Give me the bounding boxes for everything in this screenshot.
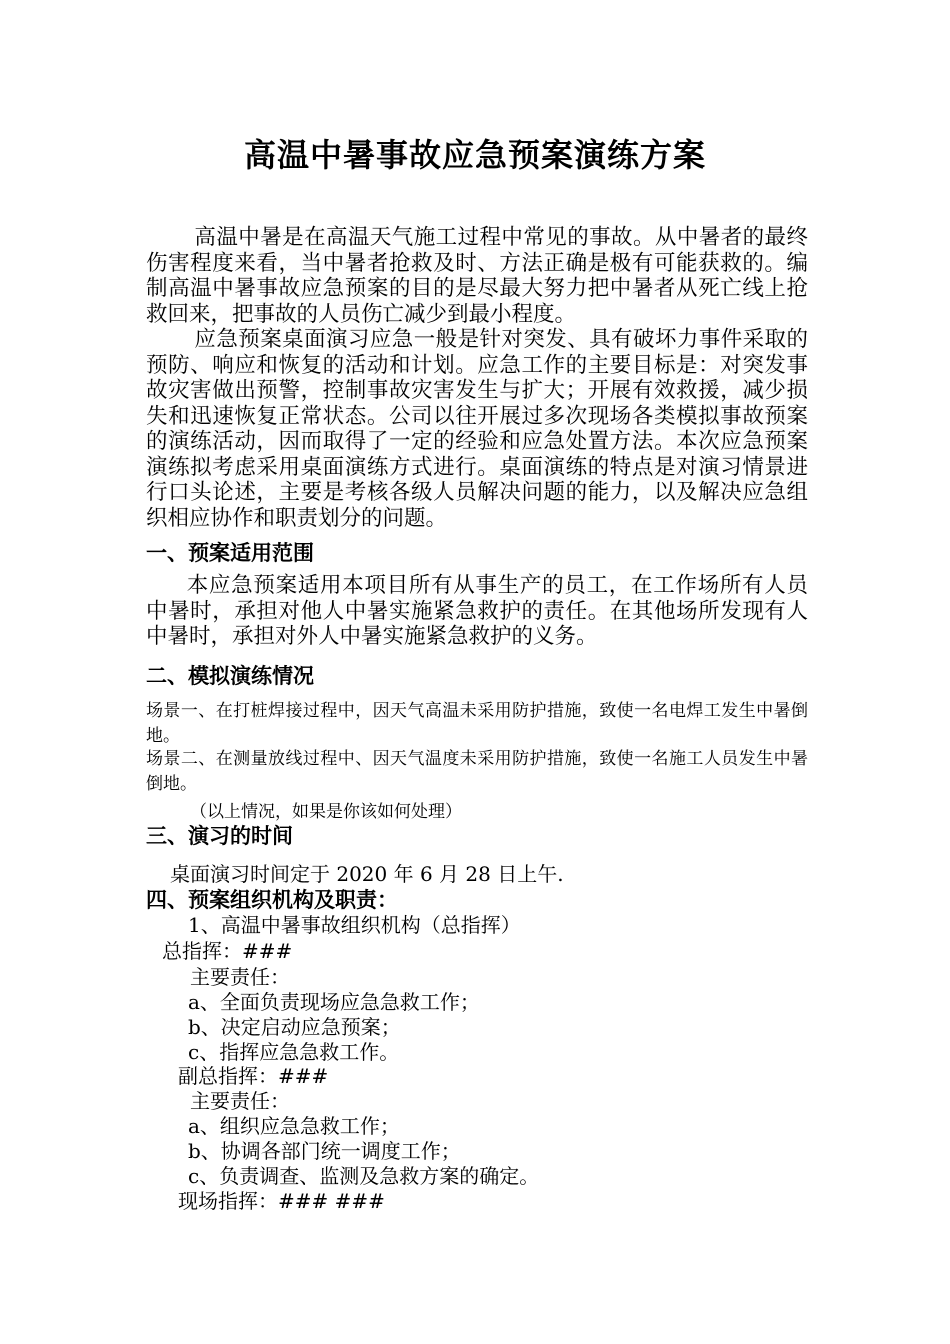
section1-heading: 一、预案适用范围	[146, 541, 314, 565]
section2-heading: 二、模拟演练情况	[146, 664, 314, 688]
intro-text-1: 高温中暑是在高温天气施工过程中常见的事故。从中暑者的最终伤害程度来看，当中暑者抢救及时、方法正确是极有可能获救的。编制高温中暑事故应急预案的目的是尽最大努力把中暑者从死亡线上抢救回来，把事故的人员伤亡减少到最小程度。	[146, 225, 808, 327]
section3-heading: 三、演习的时间	[146, 824, 293, 848]
intro-text-2: 应急预案桌面演习应急一般是针对突发、具有破坏力事件采取的预防、响应和恢复的活动和计划。应急工作的主要目标是：对突发事故灾害做出预警，控制事故灾害发生与扩大；开展有效救援，减少损失和迅速恢复正常状态。公司以往开展过多次现场各类模拟事故预案的演练活动，因而取得了一定的经验和应急处置方法。本次应急预案演练拟考虑采用桌面演练方式进行。桌面演练的特点是对演习情景进行口头论述，主要是考核各级人员解决问题的能力，以及解决应急组织相应协作和职责划分的问题。	[146, 327, 808, 531]
section1-paragraph	[146, 573, 808, 650]
org-structure-subheading: 1、高温中暑事故组织机构（总指挥）	[188, 913, 521, 937]
scene1-paragraph	[146, 699, 808, 749]
duty-2-c: c、负责调查、监测及急救方案的确定。	[188, 1164, 540, 1188]
duty-2-a: a、组织应急急救工作；	[188, 1114, 400, 1138]
duty-2-b: b、协调各部门统一调度工作；	[188, 1139, 461, 1163]
section4-heading: 四、预案组织机构及职责：	[146, 888, 398, 912]
site-commander-line: 现场指挥：### ###	[178, 1189, 385, 1213]
deputy-commander-line: 副总指挥：###	[178, 1064, 329, 1088]
scene2-paragraph	[146, 747, 808, 797]
duty-1-b: b、决定启动应急预案；	[188, 1015, 401, 1039]
scene-note: （以上情况，如果是你该如何处理）	[190, 802, 462, 822]
duty-1-a: a、全面负责现场应急急救工作；	[188, 990, 480, 1014]
scene2-text: 场景二、在测量放线过程中、因天气温度未采用防护措施，致使一名施工人员发生中暑倒地。	[146, 749, 808, 794]
duty-1-c: c、指挥应急急救工作。	[188, 1040, 400, 1064]
scene1-text: 场景一、在打桩焊接过程中，因天气高温未采用防护措施，致使一名电焊工发生中暑倒地。	[146, 701, 808, 746]
section3-text: 桌面演习时间定于 2020 年 6 月 28 日上午.	[170, 862, 564, 886]
commander-line: 总指挥：###	[162, 939, 293, 963]
intro-paragraph-1	[146, 225, 808, 327]
document-title: 高温中暑事故应急预案演练方案	[243, 136, 706, 174]
intro-paragraph-2	[146, 327, 808, 531]
section1-text: 本应急预案适用本项目所有从事生产的员工，在工作场所有人员中暑时，承担对他人中暑实施紧急救护的责任。在其他场所发现有人中暑时，承担对外人中暑实施紧急救护的义务。	[146, 573, 808, 649]
duty-label-1: 主要责任：	[190, 965, 290, 989]
duty-label-2: 主要责任：	[190, 1089, 290, 1113]
